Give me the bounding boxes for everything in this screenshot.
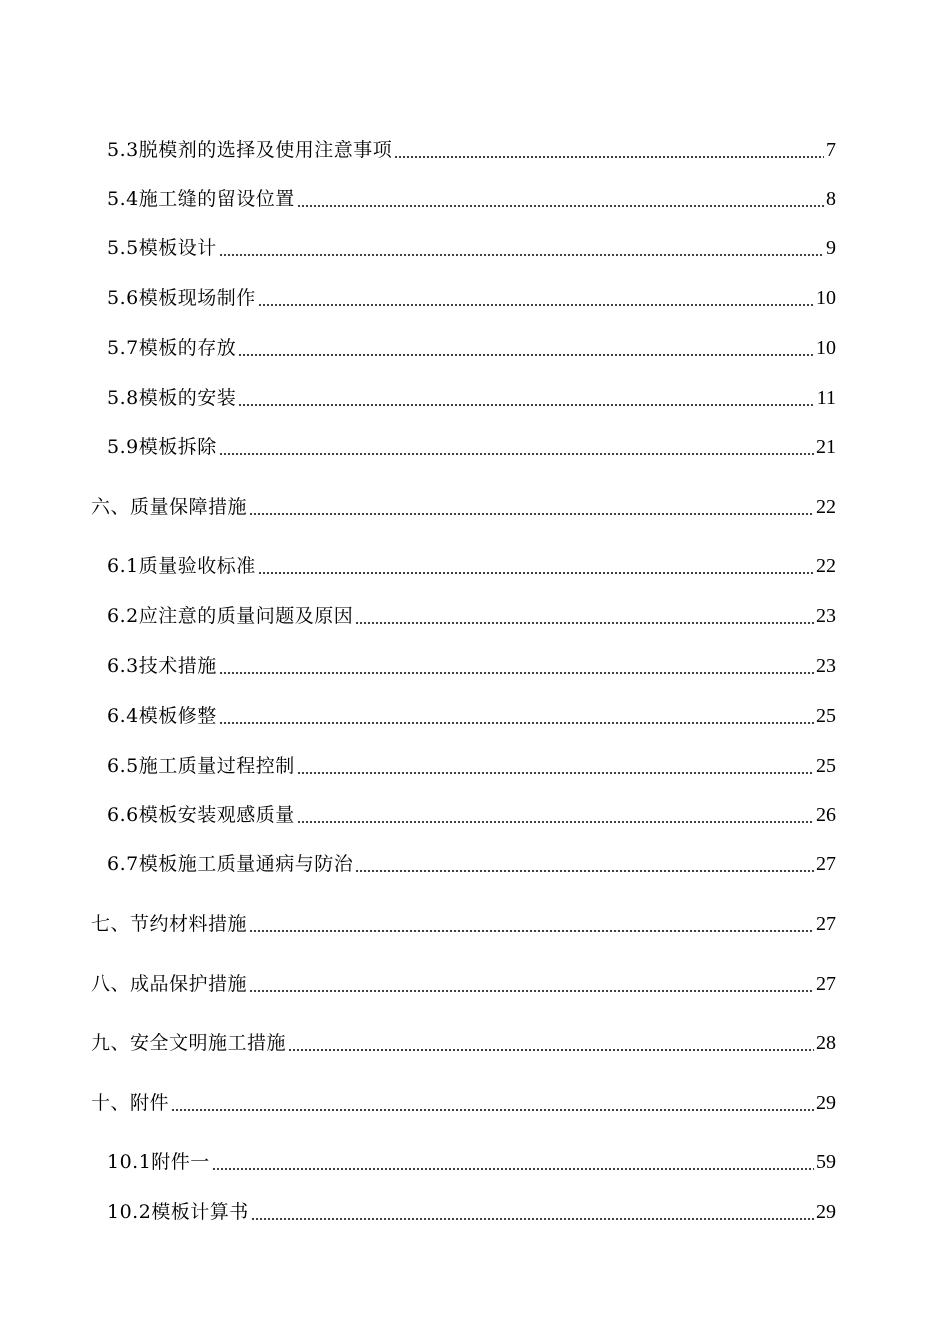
toc-entry-5-6[interactable]	[107, 284, 836, 312]
toc-entry-title: 5.7模板的存放	[107, 337, 237, 359]
toc-entry-title: 6.4模板修整	[107, 705, 217, 727]
dot-leader	[355, 622, 814, 624]
dot-leader	[297, 205, 824, 207]
dot-leader	[258, 572, 814, 574]
toc-entry-6-4[interactable]	[107, 702, 836, 730]
toc-entry-page-number: 28	[816, 1032, 836, 1054]
toc-entry-title: 6.5施工质量过程控制	[107, 755, 295, 777]
toc-entry-5-8[interactable]	[107, 384, 836, 412]
toc-entry-6-3[interactable]	[107, 652, 836, 680]
dot-leader	[249, 990, 814, 992]
toc-entry-title: 八、成品保护措施	[91, 973, 248, 995]
toc-entry-page-number: 29	[816, 1092, 836, 1114]
toc-entry-6-7[interactable]	[107, 850, 836, 878]
toc-entry-page-number: 27	[816, 973, 836, 995]
toc-entry-page-number: 22	[816, 555, 836, 577]
toc-entry-title: 10.2模板计算书	[107, 1201, 249, 1223]
toc-entry-title: 九、安全文明施工措施	[91, 1032, 287, 1054]
dot-leader	[249, 930, 814, 932]
toc-entry-page-number: 25	[816, 705, 836, 727]
dot-leader	[249, 513, 814, 515]
dot-leader	[219, 672, 814, 674]
toc-entry-page-number: 26	[816, 804, 836, 826]
toc-entry-title: 5.6模板现场制作	[107, 287, 256, 309]
dot-leader	[288, 1049, 814, 1051]
dot-leader	[171, 1109, 814, 1111]
toc-entry-title: 5.3脱模剂的选择及使用注意事项	[107, 139, 393, 161]
toc-entry-page-number: 29	[816, 1201, 836, 1223]
toc-entry-title: 十、附件	[91, 1092, 170, 1114]
toc-entry-title: 七、节约材料措施	[91, 913, 248, 935]
toc-entry-page-number: 11	[816, 387, 836, 409]
toc-entry-page-number: 22	[816, 496, 836, 518]
toc-entry-title: 10.1附件一	[107, 1151, 210, 1173]
toc-entry-6-6[interactable]	[107, 801, 836, 829]
toc-entry-title: 6.6模板安装观感质量	[107, 804, 295, 826]
toc-entry-page-number: 59	[816, 1151, 836, 1173]
toc-entry-title: 5.9模板拆除	[107, 436, 217, 458]
toc-entry-page-number: 9	[826, 237, 836, 259]
toc-entry-5-5[interactable]	[107, 234, 836, 262]
toc-entry-title: 六、质量保障措施	[91, 496, 248, 518]
toc-entry-6-2[interactable]	[107, 602, 836, 630]
dot-leader	[258, 304, 814, 306]
dot-leader	[238, 354, 814, 356]
toc-entry-chapter-7[interactable]	[91, 910, 836, 938]
toc-entry-page-number: 10	[816, 337, 836, 359]
toc-entry-title: 6.3技术措施	[107, 655, 217, 677]
dot-leader	[212, 1168, 814, 1170]
toc-entry-title: 6.7模板施工质量通病与防治	[107, 853, 354, 875]
toc-entry-6-5[interactable]	[107, 752, 836, 780]
toc-entry-5-7[interactable]	[107, 334, 836, 362]
toc-entry-chapter-8[interactable]	[91, 970, 836, 998]
toc-entry-chapter-9[interactable]	[91, 1029, 836, 1057]
toc-entry-title: 5.8模板的安装	[107, 387, 237, 409]
toc-entry-chapter-10[interactable]	[91, 1089, 836, 1117]
toc-entry-page-number: 23	[816, 655, 836, 677]
dot-leader	[394, 156, 824, 158]
toc-entry-page-number: 27	[816, 853, 836, 875]
toc-entry-page-number: 25	[816, 755, 836, 777]
toc-entry-title: 6.1质量验收标准	[107, 555, 256, 577]
toc-entry-page-number: 8	[826, 188, 836, 210]
toc-entry-title: 5.5模板设计	[107, 237, 217, 259]
toc-entry-page-number: 7	[826, 139, 836, 161]
toc-entry-6-1[interactable]	[107, 552, 836, 580]
toc-entry-5-4[interactable]	[107, 185, 836, 213]
dot-leader	[219, 453, 814, 455]
toc-entry-page-number: 27	[816, 913, 836, 935]
dot-leader	[251, 1218, 814, 1220]
dot-leader	[219, 254, 824, 256]
toc-entry-page-number: 21	[816, 436, 836, 458]
toc-entry-10-2[interactable]	[107, 1198, 836, 1226]
dot-leader	[297, 772, 814, 774]
toc-entry-title: 6.2应注意的质量问题及原因	[107, 605, 354, 627]
toc-entry-page-number: 10	[816, 287, 836, 309]
toc-entry-title: 5.4施工缝的留设位置	[107, 188, 295, 210]
toc-entry-chapter-6[interactable]	[91, 493, 836, 521]
toc-entry-5-3[interactable]	[107, 136, 836, 164]
toc-entry-5-9[interactable]	[107, 433, 836, 461]
dot-leader	[219, 722, 814, 724]
dot-leader	[238, 404, 815, 406]
toc-entry-10-1[interactable]	[107, 1148, 836, 1176]
dot-leader	[355, 870, 814, 872]
dot-leader	[297, 821, 814, 823]
toc-entry-page-number: 23	[816, 605, 836, 627]
